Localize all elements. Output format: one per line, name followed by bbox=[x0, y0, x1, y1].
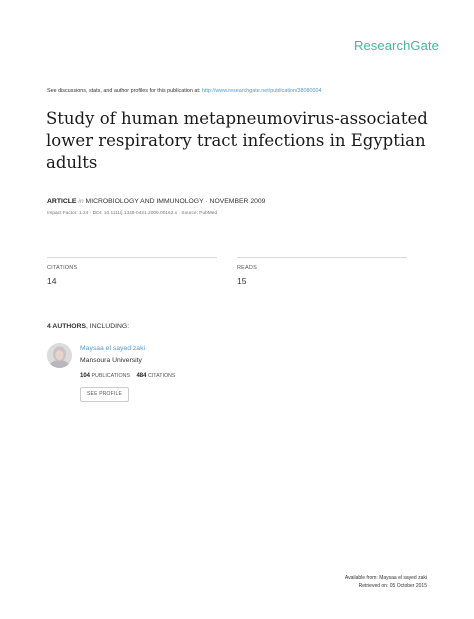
footer-info bbox=[345, 574, 427, 590]
author-publications-label: PUBLICATIONS bbox=[91, 373, 130, 379]
citations-value: 14 bbox=[47, 276, 57, 286]
retrieved-on: Retrieved on: 05 October 2015 bbox=[358, 583, 427, 589]
author-citations-label: CITATIONS bbox=[147, 373, 176, 379]
citations-divider bbox=[47, 257, 217, 258]
authors-heading bbox=[47, 323, 129, 330]
journal-date: MICROBIOLOGY AND IMMUNOLOGY · NOVEMBER 2009 bbox=[85, 198, 266, 205]
author-institution: Mansoura University bbox=[80, 357, 142, 364]
available-from: Available from: Maysaa el sayed zaki bbox=[344, 575, 427, 581]
notice-text: See discussions, stats, and author profiles for this publication at: bbox=[47, 88, 202, 94]
reads-value: 15 bbox=[237, 276, 247, 286]
reads-label: READS bbox=[237, 265, 257, 271]
authors-count: 4 AUTHORS bbox=[47, 323, 87, 330]
reads-divider bbox=[237, 257, 407, 258]
publication-meta bbox=[47, 198, 265, 205]
impact-line: Impact Factor: 1.24 · DOI: 10.1111/j.1348-0421.2009.00162.x · Source: PubMed bbox=[47, 211, 218, 216]
researchgate-logo[interactable]: ResearchGate bbox=[353, 38, 439, 53]
author-name-link[interactable]: Maysaa el sayed zaki bbox=[80, 345, 145, 352]
author-publications-count: 104 bbox=[80, 373, 91, 379]
in-label: in bbox=[78, 198, 84, 205]
author-stats bbox=[80, 373, 175, 379]
author-citations-count: 484 bbox=[136, 373, 147, 379]
author-avatar[interactable] bbox=[47, 343, 72, 368]
author-photo-icon bbox=[47, 343, 72, 368]
publication-link[interactable]: http://www.researchgate.net/publication/38080004 bbox=[201, 88, 322, 94]
see-profile-button[interactable]: SEE PROFILE bbox=[80, 387, 129, 402]
publication-title: Study of human metapneumovirus-associated lower respiratory tract infections in Egyptian adults bbox=[46, 109, 428, 172]
publication-notice bbox=[47, 88, 322, 94]
citations-label: CITATIONS bbox=[47, 265, 78, 271]
publication-type: ARTICLE bbox=[47, 198, 77, 205]
authors-including: , INCLUDING: bbox=[86, 323, 130, 330]
